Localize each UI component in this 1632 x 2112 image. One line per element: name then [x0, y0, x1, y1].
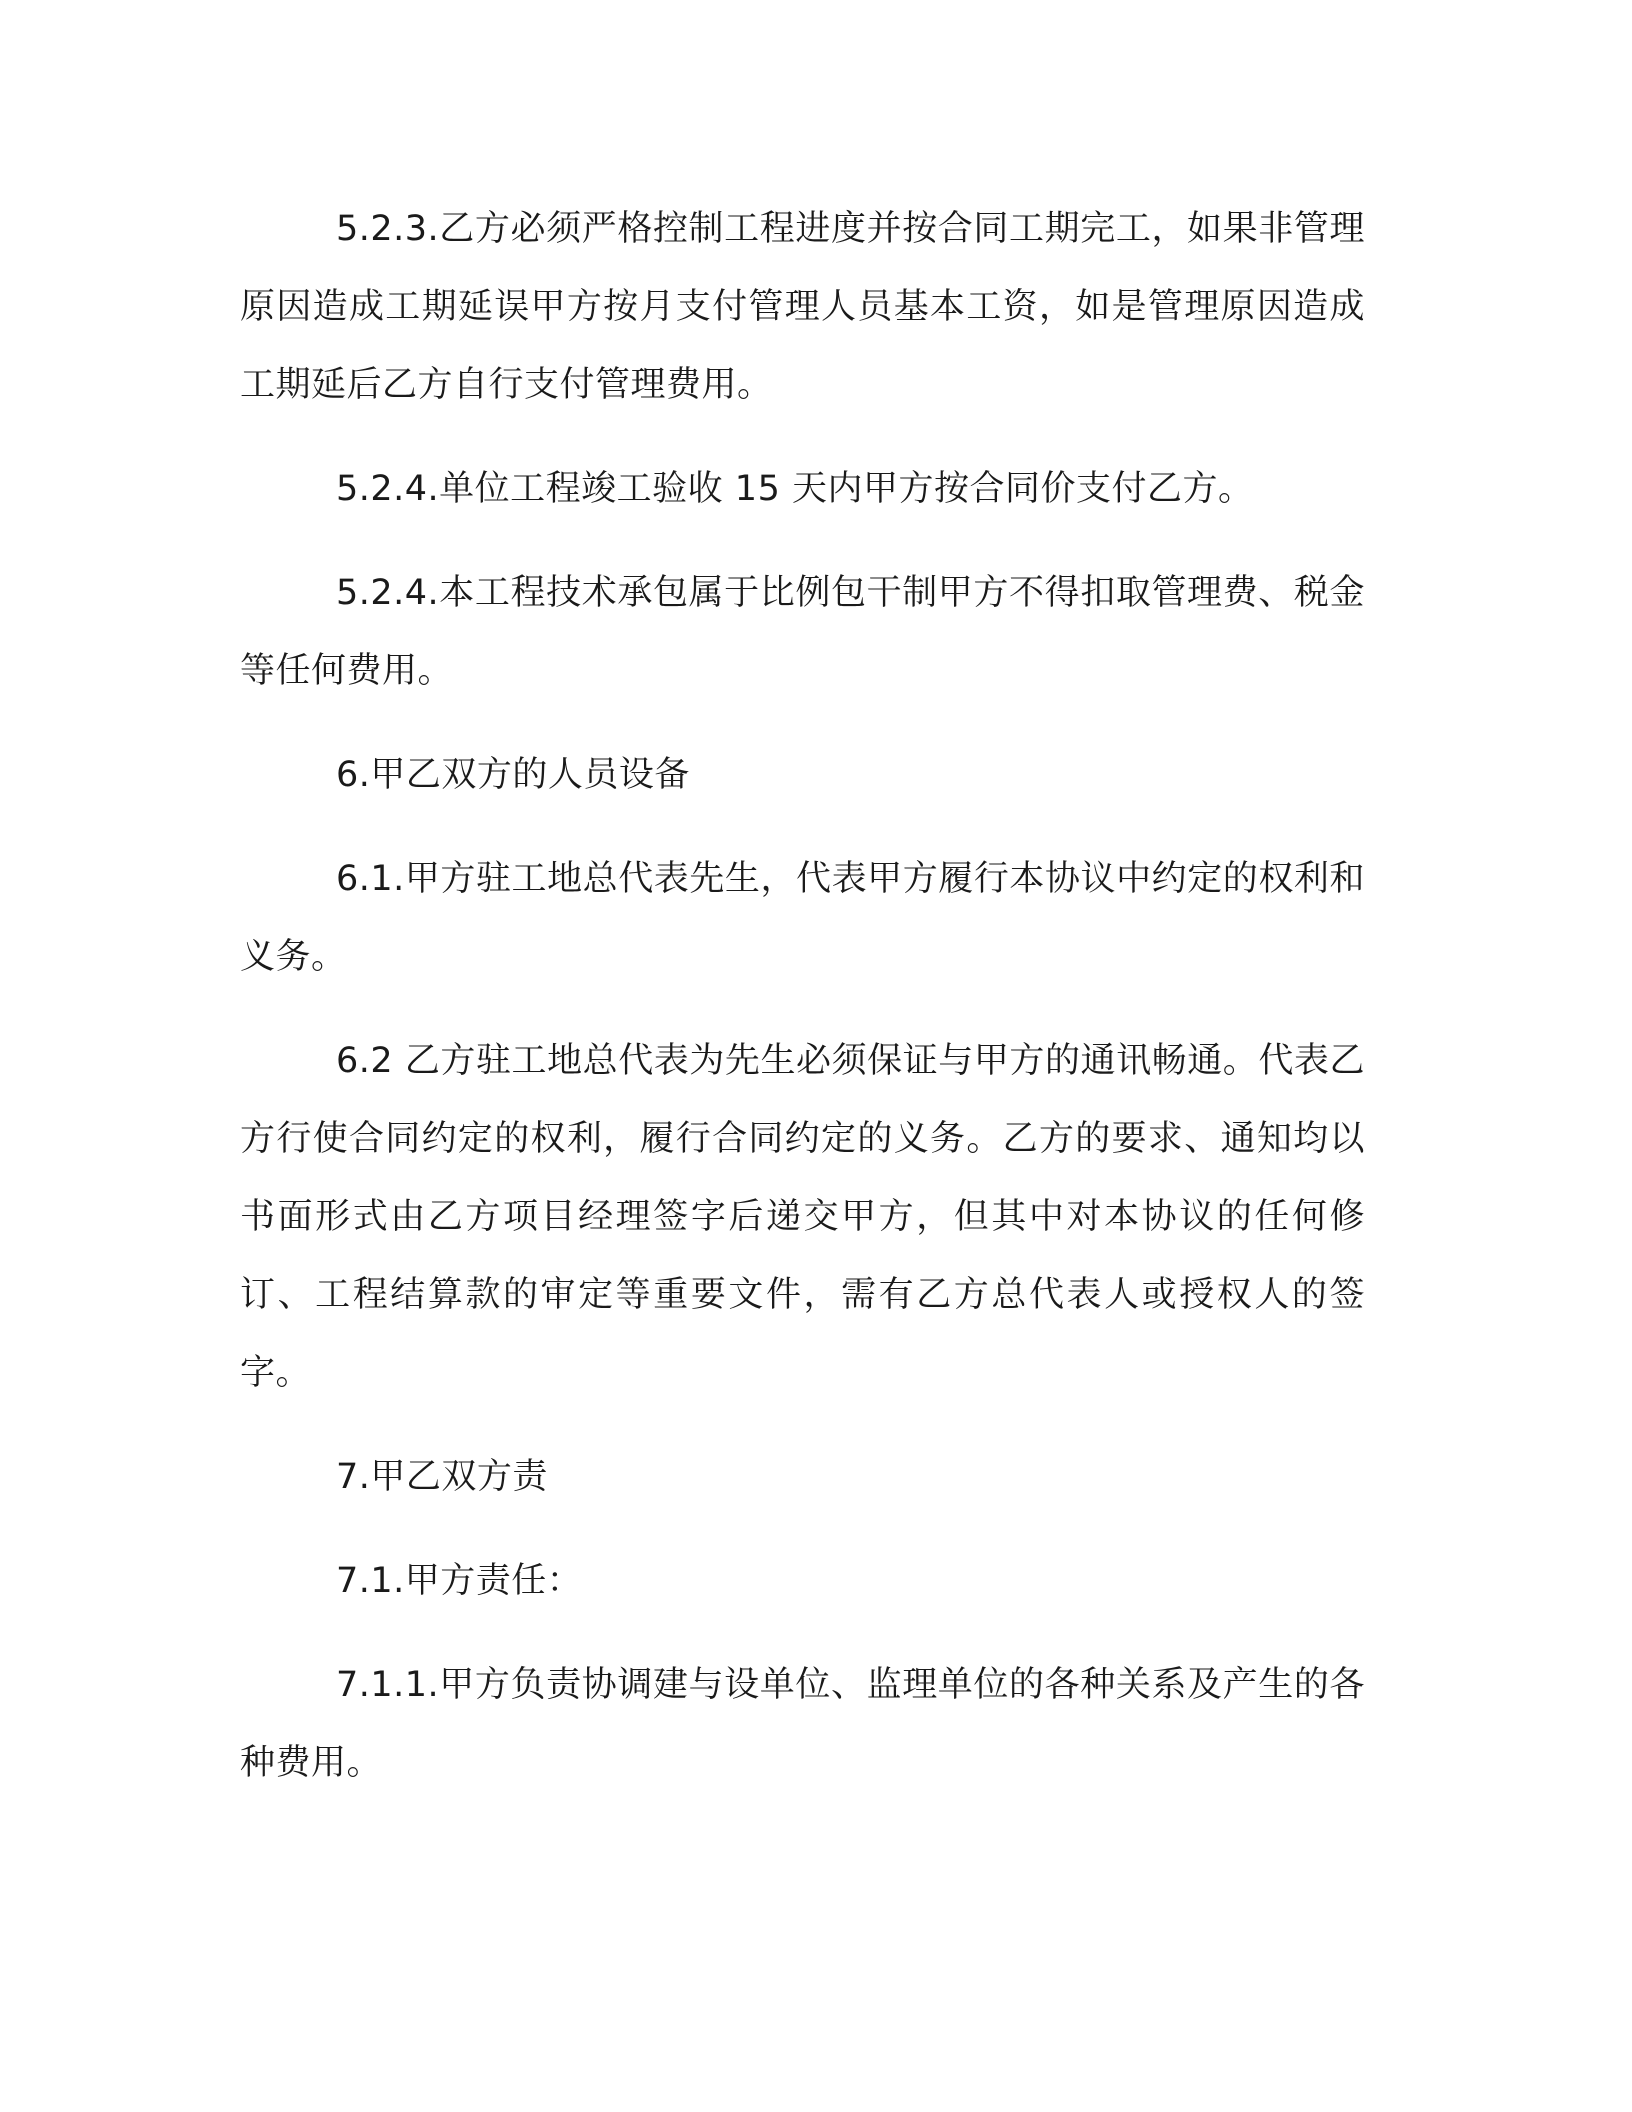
subsection-heading-7-1: 7.1.甲方责任：	[336, 1561, 583, 1601]
section-heading-7: 7.甲乙双方责	[336, 1457, 548, 1497]
document-body	[240, 190, 1365, 1828]
paragraph-6-2: 6.2 乙方驻工地总代表为先生必须保证与甲方的通讯畅通。代表乙方行使合同约定的权利，履行合同约定的义务。乙方的要求、通知均以书面形式由乙方项目经理签字后递交甲方，但其中对本协议的任何修订、工程结算款的审定等重要文件，需有乙方总代表人或授权人的签字。	[240, 1041, 1365, 1393]
paragraph-5-2-3: 5.2.3.乙方必须严格控制工程进度并按合同工期完工，如果非管理原因造成工期延误甲方按月支付管理人员基本工资，如是管理原因造成工期延后乙方自行支付管理费用。	[240, 209, 1365, 405]
paragraph-7-1-1: 7.1.1.甲方负责协调建与设单位、监理单位的各种关系及产生的各种费用。	[240, 1665, 1365, 1783]
paragraph-5-2-4-fees: 5.2.4.本工程技术承包属于比例包干制甲方不得扣取管理费、税金等任何费用。	[240, 573, 1365, 691]
section-heading-6: 6.甲乙双方的人员设备	[336, 755, 690, 795]
paragraph-5-2-4-payment: 5.2.4.单位工程竣工验收 15 天内甲方按合同价支付乙方。	[336, 469, 1254, 509]
paragraph-6-1: 6.1.甲方驻工地总代表先生，代表甲方履行本协议中约定的权利和义务。	[240, 859, 1365, 977]
